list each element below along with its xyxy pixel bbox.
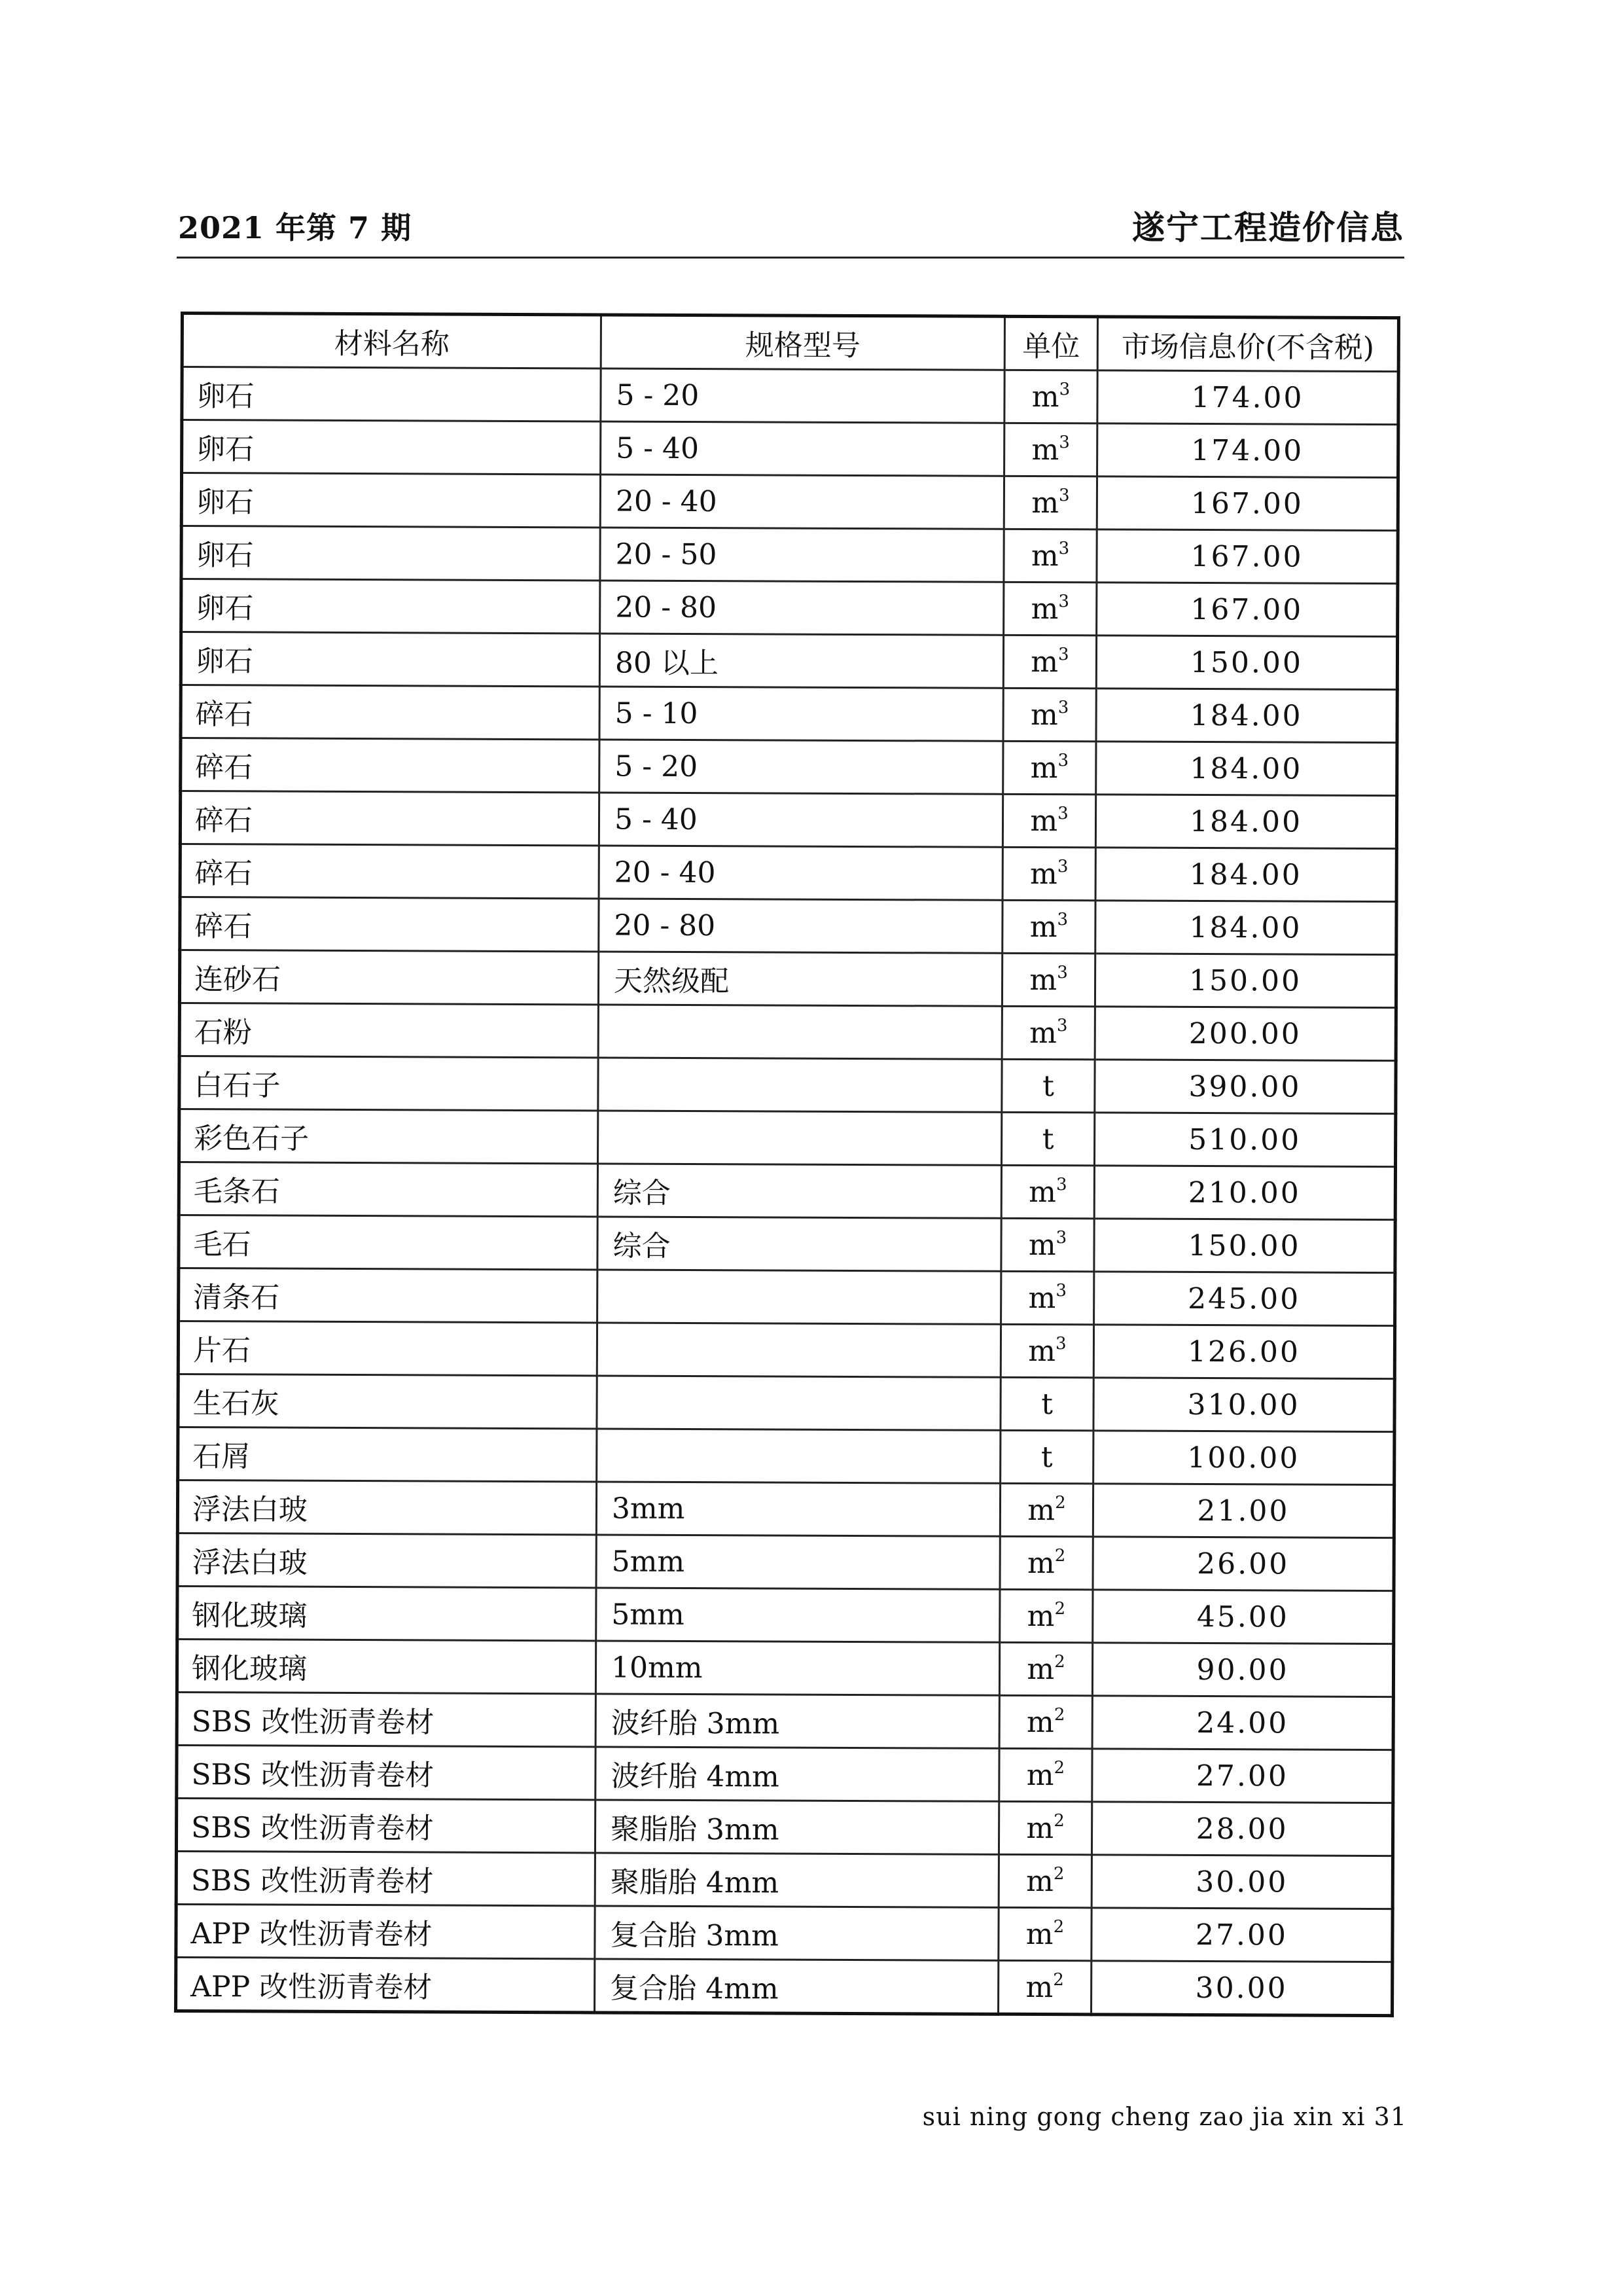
material-name-cell: SBS 改性沥青卷材 bbox=[176, 1798, 595, 1852]
table-row bbox=[181, 526, 1398, 584]
unit-exponent: 3 bbox=[1056, 1227, 1067, 1247]
issue-label: 2021 年第 7 期 bbox=[178, 210, 412, 245]
price-table bbox=[174, 312, 1400, 2017]
material-name-cell: APP 改性沥青卷材 bbox=[176, 1957, 595, 2012]
material-name-cell: 卵石 bbox=[182, 367, 601, 422]
material-name-cell: 卵石 bbox=[181, 526, 600, 581]
unit-symbol: m bbox=[1025, 1917, 1054, 1951]
unit-cell bbox=[1001, 1377, 1093, 1431]
unit-symbol: m bbox=[1030, 751, 1058, 785]
table-row bbox=[177, 1586, 1394, 1643]
unit-cell bbox=[999, 1907, 1091, 1961]
unit-exponent: 3 bbox=[1057, 750, 1069, 770]
price-cell: 184.00 bbox=[1096, 742, 1397, 796]
unit-cell bbox=[1002, 1112, 1095, 1166]
price-cell: 390.00 bbox=[1095, 1060, 1396, 1114]
material-name-cell: 白石子 bbox=[179, 1056, 598, 1111]
table-row bbox=[177, 1692, 1393, 1749]
unit-symbol: m bbox=[1027, 1546, 1055, 1580]
unit-exponent: 3 bbox=[1058, 591, 1070, 611]
unit-cell bbox=[1004, 582, 1097, 636]
spec-cell: 5 - 20 bbox=[601, 368, 1004, 423]
unit-symbol: m bbox=[1031, 592, 1059, 626]
unit-exponent: 3 bbox=[1059, 432, 1070, 452]
unit-exponent: 3 bbox=[1058, 644, 1069, 664]
spec-cell bbox=[597, 1323, 1001, 1377]
table-row bbox=[181, 685, 1397, 743]
unit-exponent: 3 bbox=[1057, 909, 1069, 929]
unit-symbol: m bbox=[1030, 804, 1058, 838]
unit-exponent: 2 bbox=[1055, 1492, 1066, 1513]
price-cell: 27.00 bbox=[1092, 1749, 1393, 1803]
material-name-cell: 碎石 bbox=[181, 685, 599, 740]
price-cell: 150.00 bbox=[1095, 954, 1396, 1008]
material-name-cell: SBS 改性沥青卷材 bbox=[177, 1745, 595, 1799]
unit-symbol: m bbox=[1026, 1811, 1054, 1845]
price-cell: 45.00 bbox=[1093, 1590, 1394, 1644]
spec-cell: 20 - 80 bbox=[599, 899, 1003, 953]
unit-symbol: m bbox=[1030, 698, 1058, 732]
material-name-cell: 片石 bbox=[178, 1321, 597, 1375]
material-name-cell: 浮法白玻 bbox=[177, 1480, 596, 1534]
spec-cell: 聚脂胎 4mm bbox=[595, 1853, 999, 1907]
unit-symbol: m bbox=[1031, 645, 1059, 679]
price-cell: 184.00 bbox=[1095, 848, 1396, 902]
unit-exponent: 3 bbox=[1056, 1174, 1067, 1194]
unit-exponent: 2 bbox=[1054, 1651, 1065, 1672]
table-row bbox=[180, 791, 1396, 849]
spec-cell: 聚脂胎 3mm bbox=[595, 1800, 999, 1854]
spec-cell: 波纤胎 3mm bbox=[595, 1694, 999, 1748]
unit-cell bbox=[1003, 635, 1096, 689]
unit-symbol: m bbox=[1031, 486, 1059, 520]
unit-exponent: 3 bbox=[1057, 962, 1068, 982]
price-cell: 150.00 bbox=[1094, 1219, 1395, 1273]
page-header bbox=[178, 196, 1404, 249]
price-cell: 167.00 bbox=[1097, 583, 1398, 637]
table-row bbox=[180, 844, 1396, 902]
price-cell: 174.00 bbox=[1097, 423, 1398, 478]
price-cell: 126.00 bbox=[1093, 1325, 1394, 1379]
spec-cell: 20 - 50 bbox=[600, 528, 1004, 582]
journal-title: 遂宁工程造价信息 bbox=[1132, 208, 1404, 247]
material-name-cell: 毛条石 bbox=[179, 1162, 597, 1217]
price-cell: 174.00 bbox=[1097, 370, 1398, 425]
unit-exponent: 3 bbox=[1057, 803, 1069, 823]
material-name-cell: 卵石 bbox=[181, 473, 600, 528]
table-row bbox=[181, 738, 1397, 796]
unit-exponent: 2 bbox=[1053, 1969, 1064, 1990]
material-name-cell: 碎石 bbox=[180, 897, 599, 952]
price-cell: 28.00 bbox=[1091, 1802, 1393, 1856]
table-row bbox=[178, 1427, 1394, 1484]
table-row bbox=[182, 367, 1398, 425]
unit-exponent: 3 bbox=[1056, 1015, 1068, 1035]
material-name-cell: 碎石 bbox=[180, 844, 599, 899]
material-name-cell: 石粉 bbox=[179, 1003, 598, 1058]
material-name-cell: 毛石 bbox=[179, 1215, 597, 1269]
table-row bbox=[176, 1851, 1393, 1909]
unit-exponent: 3 bbox=[1057, 856, 1069, 876]
material-name-cell: SBS 改性沥青卷材 bbox=[177, 1692, 595, 1746]
table-row bbox=[179, 1162, 1395, 1220]
price-cell: 30.00 bbox=[1091, 1961, 1393, 2016]
unit-symbol: m bbox=[1031, 433, 1059, 467]
spec-cell: 复合胎 3mm bbox=[595, 1906, 999, 1960]
unit-exponent: 2 bbox=[1054, 1757, 1065, 1778]
material-name-cell: 碎石 bbox=[181, 738, 599, 793]
table-body bbox=[176, 367, 1399, 2016]
material-name-cell: SBS 改性沥青卷材 bbox=[176, 1851, 595, 1905]
table-row bbox=[177, 1745, 1393, 1803]
spec-cell bbox=[598, 1111, 1002, 1165]
spec-cell: 复合胎 4mm bbox=[595, 1959, 999, 2014]
unit-symbol: t bbox=[1040, 1440, 1053, 1474]
unit-cell bbox=[1002, 1059, 1095, 1113]
unit-symbol: t bbox=[1042, 1122, 1054, 1156]
unit-symbol: m bbox=[1028, 1281, 1056, 1315]
price-cell: 90.00 bbox=[1092, 1643, 1393, 1697]
spec-cell bbox=[598, 1058, 1002, 1112]
unit-cell bbox=[1001, 1218, 1094, 1272]
spec-cell bbox=[597, 1270, 1001, 1324]
material-name-cell: 连砂石 bbox=[179, 950, 598, 1005]
unit-cell bbox=[999, 1960, 1091, 2015]
unit-symbol: m bbox=[1028, 1334, 1056, 1368]
table-row bbox=[182, 420, 1398, 478]
unit-cell bbox=[1003, 688, 1096, 742]
price-cell: 245.00 bbox=[1094, 1272, 1395, 1326]
table-row bbox=[180, 897, 1396, 955]
table-row bbox=[179, 1003, 1396, 1061]
price-cell: 26.00 bbox=[1093, 1537, 1394, 1591]
table-row bbox=[179, 1268, 1395, 1325]
table-header-row bbox=[182, 314, 1398, 372]
spec-cell: 5 - 10 bbox=[599, 687, 1003, 741]
unit-cell bbox=[999, 1642, 1092, 1696]
unit-symbol: m bbox=[1027, 1599, 1055, 1633]
table-row bbox=[178, 1321, 1394, 1378]
spec-cell: 5mm bbox=[596, 1588, 1000, 1642]
material-name-cell: 钢化玻璃 bbox=[177, 1639, 595, 1693]
unit-exponent: 3 bbox=[1055, 1333, 1067, 1354]
unit-symbol: m bbox=[1029, 910, 1057, 944]
table-row bbox=[179, 1215, 1395, 1272]
price-cell: 184.00 bbox=[1096, 689, 1397, 743]
table-row bbox=[179, 1109, 1396, 1167]
unit-cell bbox=[1004, 476, 1097, 529]
table-row bbox=[181, 473, 1398, 531]
unit-symbol: m bbox=[1029, 1175, 1057, 1209]
spec-cell: 5 - 40 bbox=[599, 793, 1003, 847]
unit-symbol: m bbox=[1029, 1016, 1057, 1050]
unit-cell bbox=[1000, 1589, 1093, 1643]
table-row bbox=[176, 1798, 1393, 1856]
page-footer: sui ning gong cheng zao jia xin xi 31 bbox=[922, 2102, 1407, 2131]
table-row bbox=[179, 1056, 1396, 1114]
material-name-cell: 生石灰 bbox=[178, 1374, 597, 1428]
column-header-spec: 规格型号 bbox=[601, 315, 1004, 370]
price-cell: 167.00 bbox=[1097, 476, 1398, 531]
unit-cell bbox=[999, 1801, 1091, 1855]
price-cell: 27.00 bbox=[1091, 1908, 1393, 1962]
unit-exponent: 3 bbox=[1058, 485, 1070, 505]
unit-cell bbox=[1004, 423, 1097, 476]
unit-cell bbox=[999, 1748, 1092, 1802]
unit-symbol: t bbox=[1042, 1069, 1054, 1103]
unit-exponent: 3 bbox=[1058, 538, 1070, 558]
spec-cell: 20 - 40 bbox=[599, 846, 1003, 900]
material-name-cell: 清条石 bbox=[179, 1268, 597, 1322]
spec-cell bbox=[598, 1005, 1002, 1059]
price-cell: 30.00 bbox=[1091, 1855, 1393, 1909]
unit-exponent: 2 bbox=[1053, 1916, 1065, 1937]
unit-cell bbox=[1001, 1324, 1093, 1378]
unit-symbol: t bbox=[1041, 1387, 1054, 1421]
price-cell: 310.00 bbox=[1093, 1378, 1394, 1432]
unit-symbol: m bbox=[1031, 539, 1059, 573]
spec-cell: 20 - 40 bbox=[600, 475, 1004, 529]
price-cell: 210.00 bbox=[1094, 1166, 1395, 1220]
unit-cell bbox=[1003, 794, 1095, 848]
unit-cell bbox=[999, 1695, 1092, 1749]
unit-cell bbox=[1000, 1536, 1093, 1590]
unit-cell bbox=[1001, 1165, 1094, 1219]
unit-symbol: m bbox=[1027, 1493, 1056, 1527]
table-row bbox=[176, 1904, 1393, 1962]
material-name-cell: 钢化玻璃 bbox=[177, 1586, 596, 1640]
unit-symbol: m bbox=[1026, 1864, 1054, 1898]
material-name-cell: 石屑 bbox=[178, 1427, 597, 1481]
price-cell: 167.00 bbox=[1097, 529, 1398, 584]
spec-cell: 天然级配 bbox=[598, 952, 1002, 1006]
spec-cell: 10mm bbox=[595, 1641, 999, 1695]
unit-symbol: m bbox=[1027, 1652, 1055, 1686]
unit-symbol: m bbox=[1025, 1970, 1054, 2004]
table-row bbox=[177, 1480, 1394, 1537]
material-name-cell: 卵石 bbox=[182, 420, 601, 475]
unit-cell bbox=[1000, 1483, 1093, 1537]
header-rule bbox=[177, 257, 1404, 259]
table-row bbox=[176, 1957, 1393, 2015]
spec-cell: 5 - 20 bbox=[599, 740, 1003, 794]
material-name-cell: 卵石 bbox=[181, 632, 599, 687]
material-name-cell: 彩色石子 bbox=[179, 1109, 598, 1164]
unit-cell bbox=[1003, 847, 1095, 901]
spec-cell bbox=[597, 1376, 1001, 1430]
unit-exponent: 2 bbox=[1054, 1598, 1066, 1619]
unit-symbol: m bbox=[1026, 1705, 1054, 1739]
material-name-cell: APP 改性沥青卷材 bbox=[176, 1904, 595, 1958]
table-row bbox=[177, 1533, 1394, 1590]
price-cell: 150.00 bbox=[1096, 636, 1397, 690]
unit-cell bbox=[1004, 529, 1097, 583]
unit-cell bbox=[1002, 953, 1095, 1007]
unit-cell bbox=[1003, 900, 1095, 954]
price-cell: 184.00 bbox=[1095, 795, 1396, 849]
table-row bbox=[179, 950, 1396, 1008]
spec-cell: 波纤胎 4mm bbox=[595, 1747, 999, 1801]
spec-cell: 80 以上 bbox=[599, 634, 1003, 688]
unit-exponent: 2 bbox=[1054, 1545, 1066, 1566]
spec-cell: 5 - 40 bbox=[601, 422, 1004, 476]
unit-exponent: 3 bbox=[1059, 379, 1071, 399]
unit-cell bbox=[1003, 741, 1096, 795]
unit-cell bbox=[1001, 1271, 1094, 1325]
column-header-unit: 单位 bbox=[1004, 316, 1097, 370]
unit-exponent: 2 bbox=[1054, 1810, 1065, 1831]
material-name-cell: 浮法白玻 bbox=[177, 1533, 596, 1587]
column-header-name: 材料名称 bbox=[182, 314, 601, 368]
spec-cell: 20 - 80 bbox=[600, 581, 1004, 635]
unit-exponent: 3 bbox=[1056, 1280, 1067, 1300]
unit-symbol: m bbox=[1029, 963, 1057, 997]
spec-cell: 综合 bbox=[597, 1164, 1001, 1218]
material-name-cell: 碎石 bbox=[180, 791, 599, 846]
table-row bbox=[177, 1639, 1393, 1696]
spec-cell: 3mm bbox=[596, 1482, 1000, 1536]
unit-exponent: 3 bbox=[1057, 697, 1069, 717]
price-cell: 21.00 bbox=[1093, 1484, 1394, 1538]
price-cell: 510.00 bbox=[1095, 1113, 1396, 1167]
spec-cell bbox=[597, 1429, 1001, 1483]
table-row bbox=[181, 632, 1397, 690]
unit-symbol: m bbox=[1031, 380, 1059, 414]
unit-cell bbox=[1001, 1430, 1093, 1484]
unit-exponent: 2 bbox=[1053, 1863, 1065, 1884]
unit-symbol: m bbox=[1026, 1758, 1054, 1792]
table-row bbox=[181, 579, 1398, 637]
spec-cell: 5mm bbox=[596, 1535, 1000, 1589]
price-cell: 184.00 bbox=[1095, 901, 1396, 955]
unit-cell bbox=[1004, 370, 1097, 423]
unit-cell bbox=[999, 1854, 1091, 1908]
unit-exponent: 2 bbox=[1054, 1704, 1065, 1725]
table-row bbox=[178, 1374, 1394, 1431]
price-cell: 200.00 bbox=[1095, 1007, 1396, 1061]
spec-cell: 综合 bbox=[597, 1217, 1001, 1271]
price-cell: 24.00 bbox=[1092, 1696, 1393, 1750]
price-cell: 100.00 bbox=[1093, 1431, 1394, 1485]
unit-symbol: m bbox=[1029, 857, 1057, 891]
column-header-price: 市场信息价(不含税) bbox=[1097, 317, 1398, 372]
unit-cell bbox=[1002, 1006, 1095, 1060]
unit-symbol: m bbox=[1028, 1228, 1056, 1262]
material-name-cell: 卵石 bbox=[181, 579, 600, 634]
